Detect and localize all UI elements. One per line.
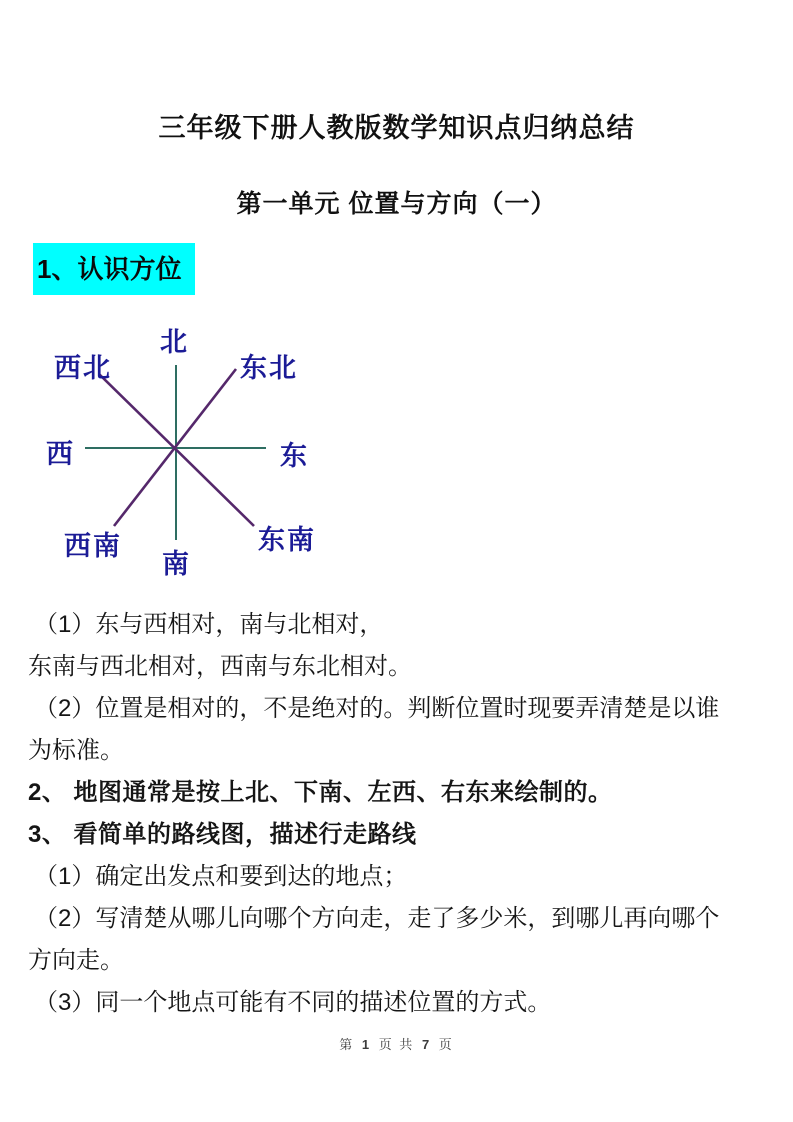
point1-item1-line2: 东南与西北相对，西南与东北相对。 bbox=[28, 653, 412, 680]
total-page-count: 7 bbox=[421, 1037, 432, 1052]
current-page-number: 1 bbox=[361, 1037, 372, 1052]
compass-label-south: 南 bbox=[162, 549, 191, 579]
section-heading-highlight: 1、认识方位 bbox=[33, 243, 195, 295]
compass-label-northeast: 东北 bbox=[240, 353, 298, 383]
point3-heading: 3、 看简单的路线图，描述行走路线 bbox=[28, 821, 417, 848]
point3-item3: （3）同一个地点可能有不同的描述位置的方式。 bbox=[34, 989, 552, 1016]
compass-label-southeast: 东南 bbox=[258, 525, 316, 555]
point2-heading: 2、 地图通常是按上北、下南、左西、右东来绘制的。 bbox=[28, 779, 613, 806]
footer-middle: 页 共 bbox=[378, 1037, 415, 1052]
page-title: 三年级下册人教版数学知识点归纳总结 bbox=[158, 113, 635, 143]
point3-item2-line1: （2）写清楚从哪儿向哪个方向走，走了多少米，到哪儿再向哪个 bbox=[34, 905, 720, 932]
footer-prefix: 第 bbox=[339, 1037, 355, 1052]
point1-item1-line1: （1）东与西相对，南与北相对， bbox=[34, 611, 384, 638]
compass-label-southwest: 西南 bbox=[64, 531, 122, 561]
point1-item2-line1: （2）位置是相对的，不是绝对的。判断位置时现要弄清楚是以谁 bbox=[34, 695, 720, 722]
compass-label-north: 北 bbox=[160, 327, 189, 357]
point3-item1: （1）确定出发点和要到达的地点； bbox=[34, 863, 408, 890]
point3-item2-line2: 方向走。 bbox=[28, 947, 124, 974]
compass-diagram bbox=[38, 312, 358, 582]
page-footer bbox=[0, 1034, 793, 1053]
compass-label-east: 东 bbox=[280, 441, 309, 471]
compass-label-northwest: 西北 bbox=[54, 353, 112, 383]
knowledge-points bbox=[28, 604, 769, 1024]
compass-label-west: 西 bbox=[46, 439, 75, 469]
unit-title: 第一单元 位置与方向（一） bbox=[236, 190, 557, 218]
footer-suffix: 页 bbox=[438, 1037, 454, 1052]
point1-item2-line2: 为标准。 bbox=[28, 737, 124, 764]
